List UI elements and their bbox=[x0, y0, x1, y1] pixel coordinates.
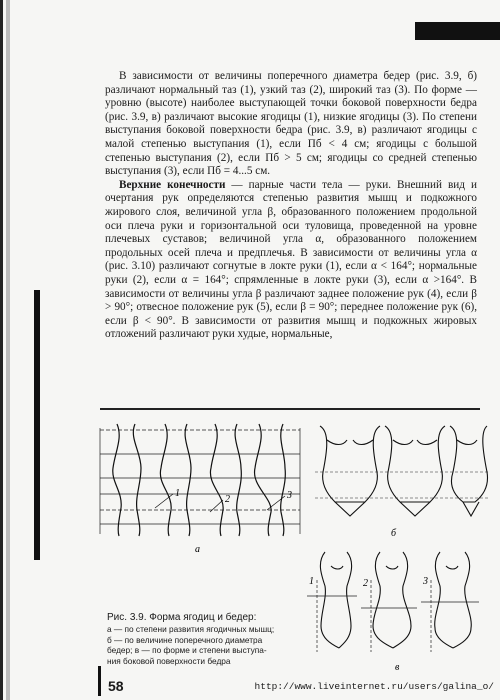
caption-title: Рис. 3.9. Форма ягодиц и бедер: bbox=[107, 612, 257, 623]
caption-line-b: б — по величине поперечного диаметра bbox=[107, 634, 263, 645]
caption-line-d: ния боковой поверхности бедра bbox=[107, 655, 231, 666]
paragraph-upper-limbs-text: — парные части тела — руки. Внешний вид и очертания рук определяются степенью развития мышц и подкожного жирового слоя, величиной угла β, образованного положением продольной оси плеча руки и горизонтальной оси туловища, проведенной на уровне плечевых суставов; величиной угла α, образованного положением продольных осей плеча и предплечья. В зависимости от величины угла α (рис. 3.10) различают согнутые в локте руки (1), если α < 164°; нормальные руки (2), если α = 164°; спрямленные в локте руки (3), если α >164°. В зависимости от величины угла β различают заднее положение рук (4), если β > 90°; отвесное положение рук (5), если β = 90°; переднее положение рук (6), если β < 90°. В зависимости от развития мышц и подкожных жировых отложений различают руки худые, нормальные, bbox=[105, 178, 477, 341]
figure-v-silhouettes bbox=[320, 552, 471, 648]
figure-v-num-3: 3 bbox=[423, 576, 428, 587]
figure-a-num-1: 1 bbox=[175, 488, 180, 499]
figure-caption bbox=[107, 612, 307, 666]
paragraph-buttocks: В зависимости от величины поперечного диаметра бедер (рис. 3.9, б) различают нормальный таз (1), узкий таз (2), широкий таз (3). По форме — уровню (высоте) наиболее выступающей точки боковой поверхности бедра (рис. 3.9, в) различают высокие ягодицы (1), низкие ягодицы (3). По степени выступания боковой поверхности бедра (рис. 3.9, в) различают ягодицы с малой степенью выступания (1), если Пб < 4 см; ягодицы с большой степенью выступания (2), если Пб > 5 см; ягодицы со средней степенью выступания (3), если Пб = 4...5 см. bbox=[105, 70, 477, 178]
watermark-url: http://www.liveinternet.ru/users/galina_o/ bbox=[254, 681, 494, 692]
figure-v-num-1: 1 bbox=[309, 576, 314, 587]
figure-a-num-3: 3 bbox=[287, 490, 292, 501]
page-number-bar bbox=[98, 666, 101, 696]
figure-v-axes bbox=[307, 580, 479, 652]
term-upper-limbs: Верхние конечности bbox=[119, 178, 226, 191]
figure-label-a: а bbox=[195, 544, 200, 555]
paragraph-upper-limbs bbox=[105, 179, 477, 342]
figure-b-silhouettes bbox=[320, 426, 488, 516]
scan-artifact-bar bbox=[415, 22, 500, 40]
scan-spine-shadow bbox=[6, 0, 10, 700]
scan-edge bbox=[0, 0, 3, 700]
caption-line-a: а — по степени развития ягодичных мышц; bbox=[107, 624, 275, 634]
figure-v-num-2: 2 bbox=[363, 578, 368, 589]
caption-line-c: бедер; в — по форме и степени выступа- bbox=[107, 645, 267, 655]
figure-separator bbox=[100, 408, 480, 410]
scan-binding-mark bbox=[34, 290, 40, 560]
figure-label-b: б bbox=[391, 528, 397, 539]
figure-a-num-2: 2 bbox=[225, 494, 230, 505]
figure-b-grid bbox=[315, 472, 488, 498]
body-text bbox=[105, 70, 477, 342]
figure-a-silhouettes bbox=[113, 424, 286, 536]
figure-label-v: в bbox=[395, 662, 400, 673]
page-number: 58 bbox=[108, 678, 124, 694]
